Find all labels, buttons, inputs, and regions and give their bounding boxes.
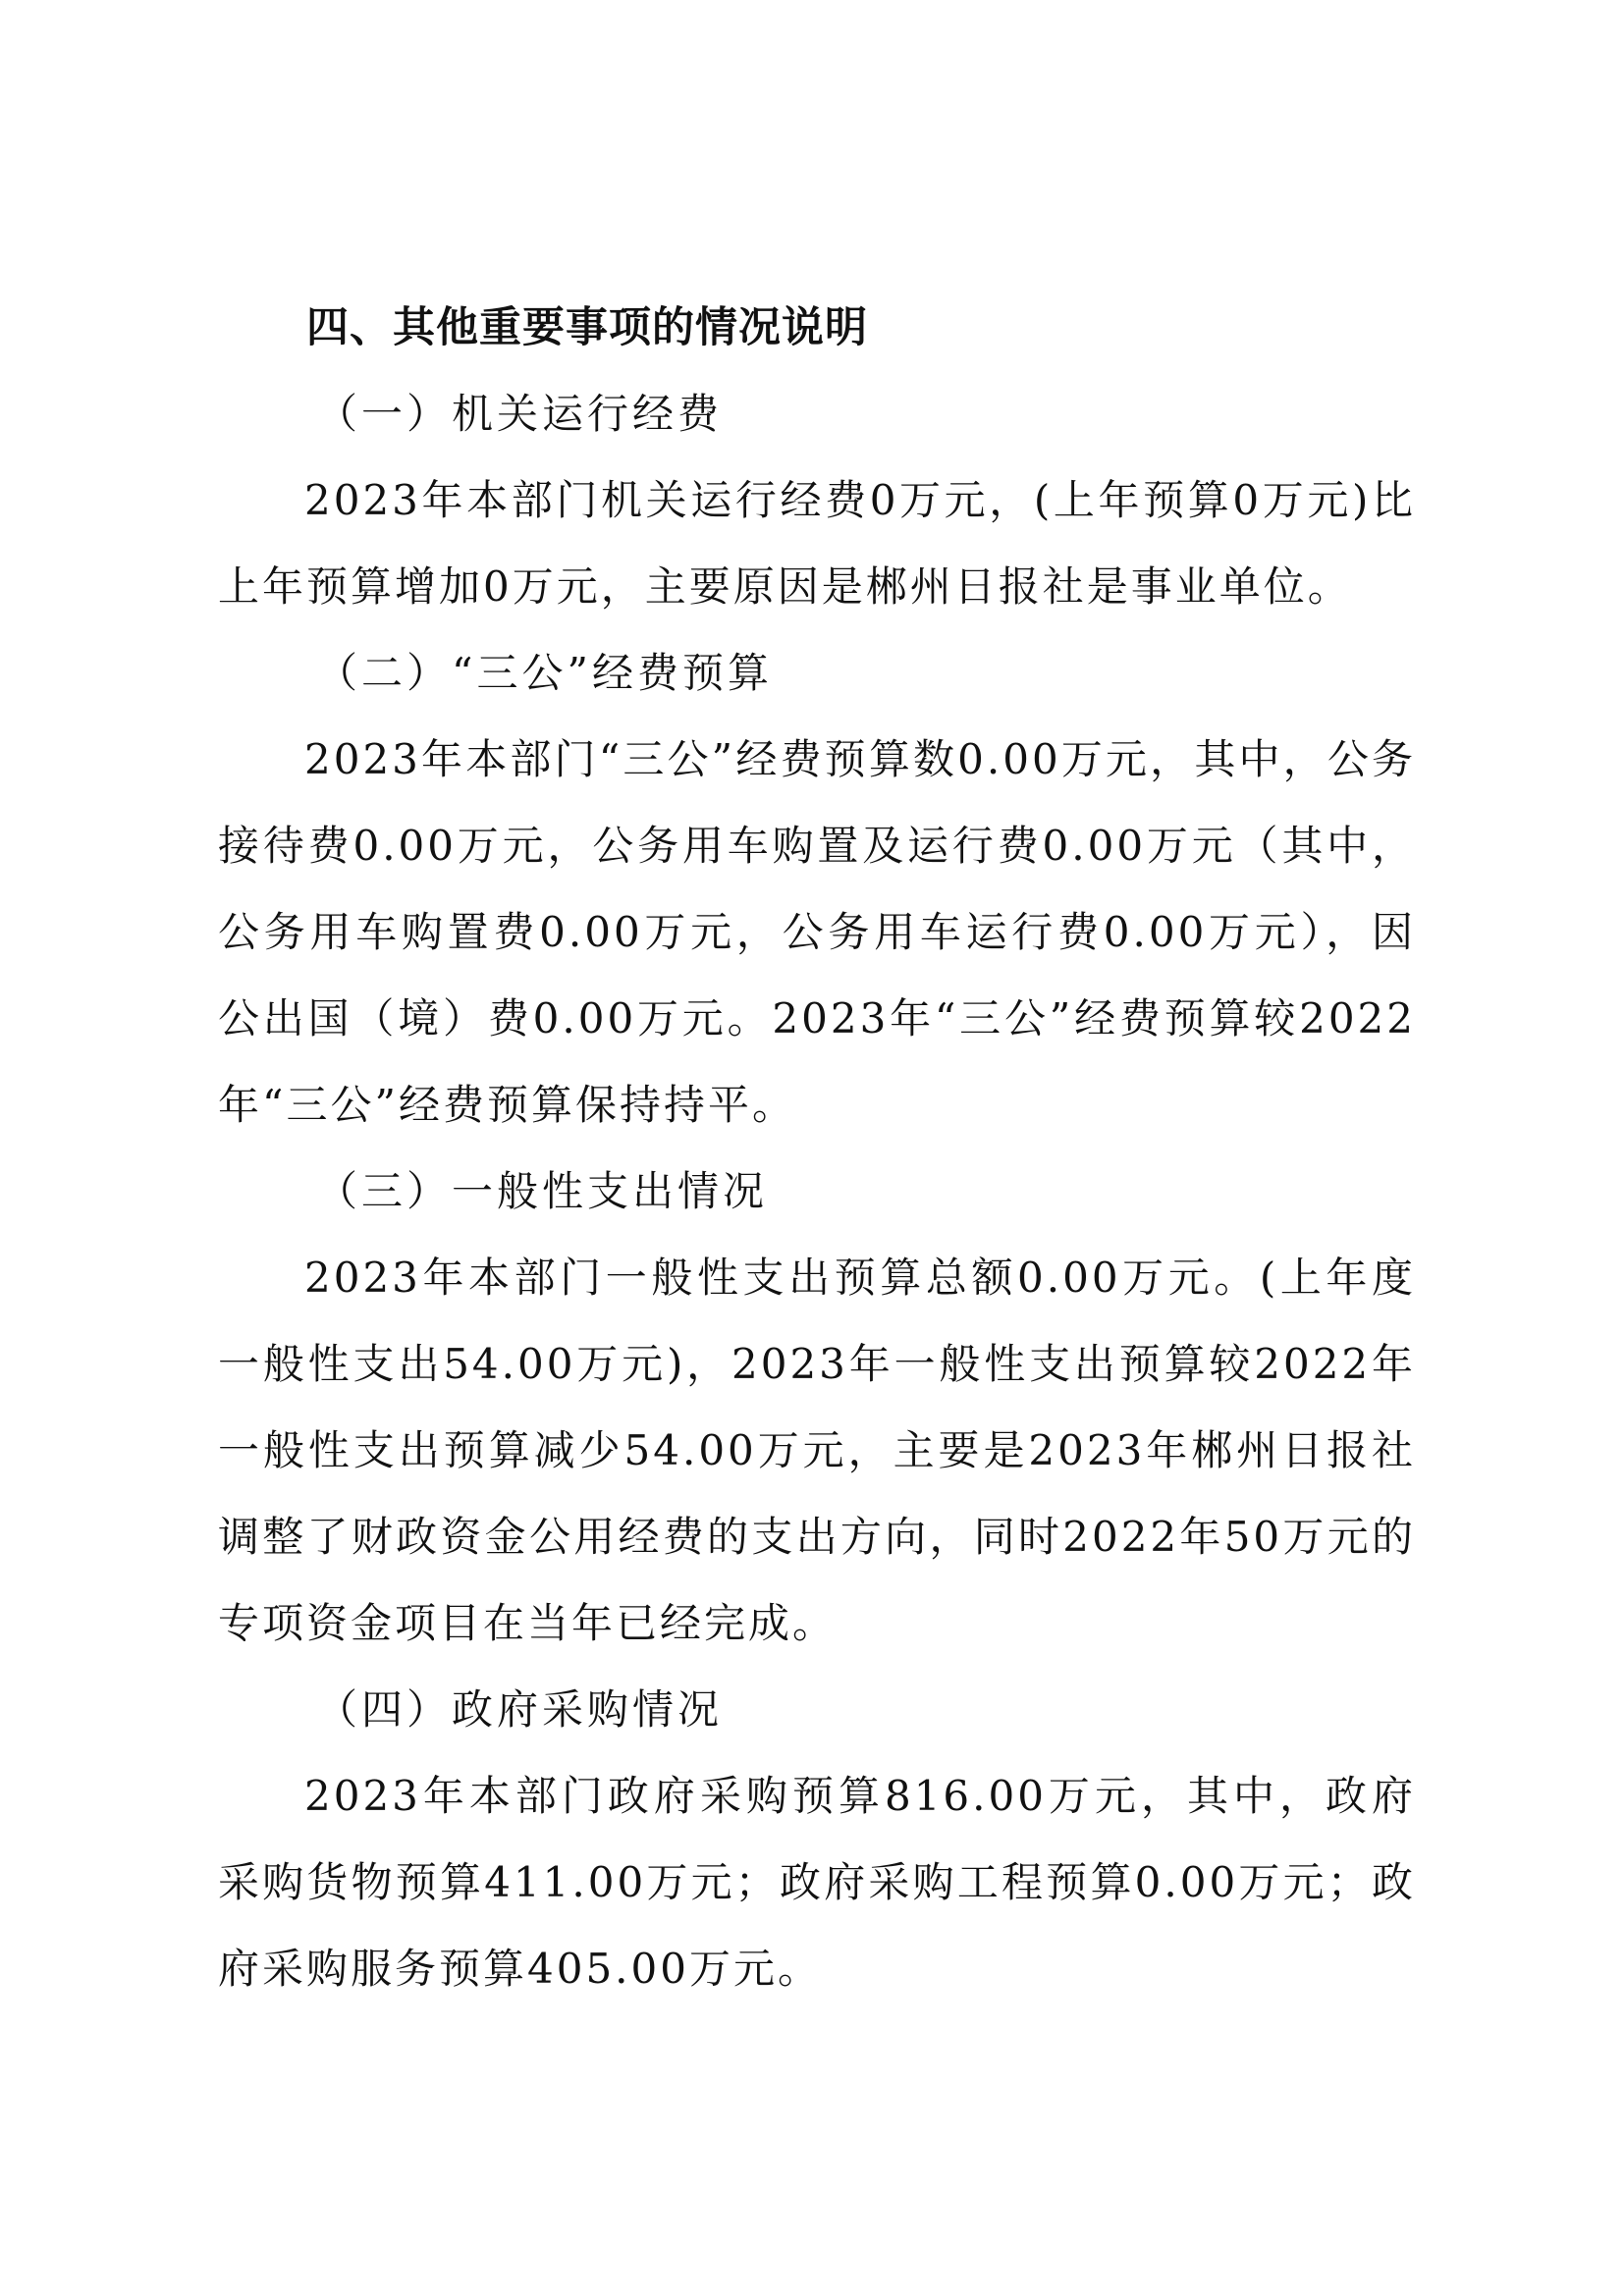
subsection-body-3: 2023年本部门一般性支出预算总额0.00万元。(上年度一般性支出54.00万元)，2023年一般性支出预算较2022年一般性支出预算减少54.00万元，主要是2023年郴州日报社调整了财政资金公用经费的支出方向，同时2022年50万元的专项资金项目在当年已经完成。 bbox=[218, 1254, 1416, 1647]
subsection-body-1: 2023年本部门机关运行经费0万元，(上年预算0万元)比上年预算增加0万元，主要原因是郴州日报社是事业单位。 bbox=[218, 476, 1416, 611]
section-title: 四、其他重要事项的情况说明 bbox=[306, 303, 868, 352]
subsection-body-4: 2023年本部门政府采购预算816.00万元，其中，政府采购货物预算411.00万元；政府采购工程预算0.00万元；政府采购服务预算405.00万元。 bbox=[218, 1772, 1416, 1993]
subsection-heading-2: （二）“三公”经费预算 bbox=[316, 649, 773, 697]
subsection-heading-4: （四）政府采购情况 bbox=[316, 1685, 724, 1734]
subsection-heading-3: （三）一般性支出情况 bbox=[316, 1167, 769, 1215]
subsection-heading-1: （一）机关运行经费 bbox=[316, 390, 724, 438]
subsection-body-2: 2023年本部门“三公”经费预算数0.00万元，其中，公务接待费0.00万元，公务用车购置及运行费0.00万元（其中，公务用车购置费0.00万元，公务用车运行费0.00万元），因公出国（境）费0.00万元。2023年“三公”经费预算较2022年“三公”经费预算保持持平。 bbox=[218, 735, 1416, 1129]
document-content bbox=[218, 285, 1416, 2012]
